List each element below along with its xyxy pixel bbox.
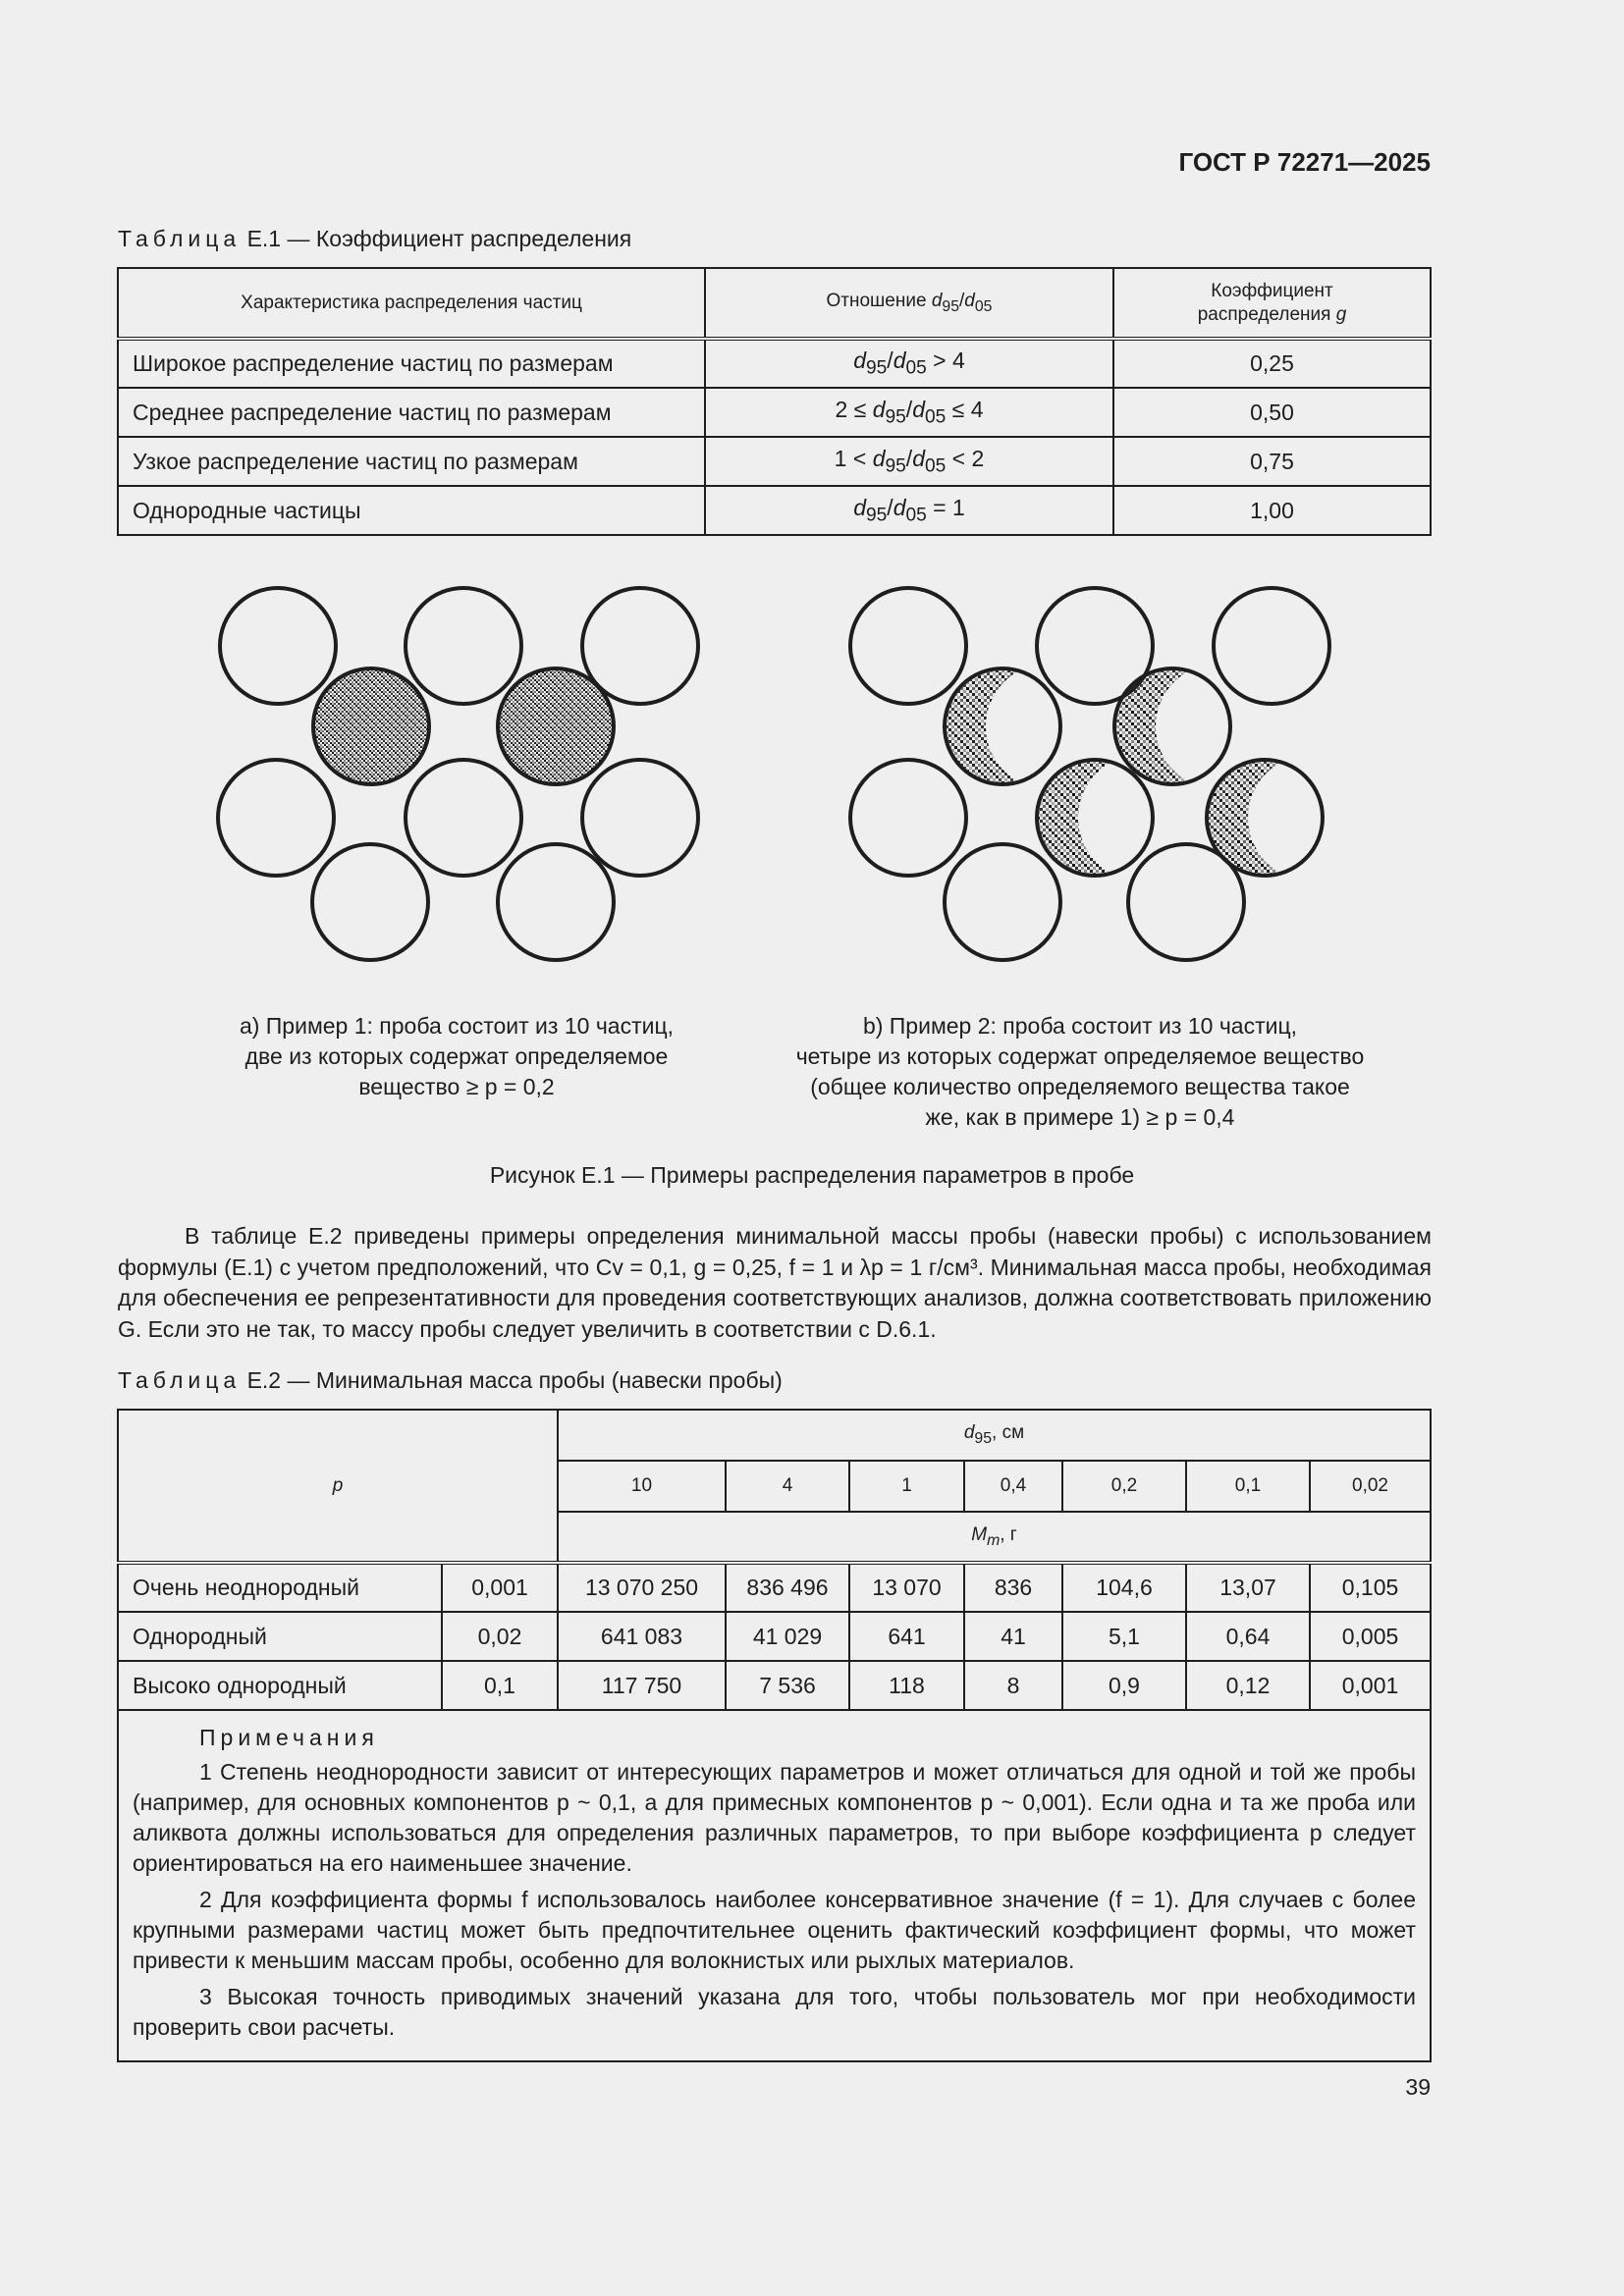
mass-cell: 0,001 bbox=[1310, 1661, 1431, 1710]
table1-header-characteristic: Характеристика распределения частиц bbox=[118, 268, 705, 339]
mass-cell: 0,12 bbox=[1186, 1661, 1310, 1710]
mass-cell: 41 bbox=[964, 1612, 1062, 1661]
diameter-cell: 4 bbox=[726, 1461, 849, 1512]
table-row bbox=[118, 1661, 1431, 1710]
row-label: Однородный bbox=[118, 1612, 442, 1661]
coef-line1: Коэффициент bbox=[1211, 280, 1333, 301]
mass-cell: 117 750 bbox=[558, 1661, 726, 1710]
row-coefficient: 0,50 bbox=[1113, 388, 1431, 437]
coef-line2: распределения bbox=[1197, 303, 1336, 325]
row-p: 0,02 bbox=[442, 1612, 558, 1661]
ratio-prefix: Отношение bbox=[826, 290, 932, 311]
row-coefficient: 0,75 bbox=[1113, 437, 1431, 486]
row-ratio: $d_{95}/d_{05} = 1$ bbox=[705, 486, 1113, 535]
diameter-cell: 0,2 bbox=[1062, 1461, 1186, 1512]
body-paragraph: В таблице Е.2 приведены примеры определения минимальной массы пробы (навески пробы) с использованием формулы (Е.1) с учетом предположений, что Cv = 0,1, g = 0,25, f = 1 и λp = 1 г/см³. Минимальная масса пробы, необходимая для обеспечения ее репрезентативности для проведения соответствующих анализов, должна соответствовать приложению G. Если это не так, то массу пробы следует увеличить в соответствии с D.6.1. bbox=[118, 1223, 1432, 1342]
mass-cell: 8 bbox=[964, 1661, 1062, 1710]
row-ratio: $2 \le d_{95}/d_{05} \le 4$ bbox=[705, 388, 1113, 437]
particle-circle-filled bbox=[313, 668, 429, 784]
table-row bbox=[118, 339, 1431, 388]
mass-cell: 641 bbox=[849, 1612, 964, 1661]
mass-cell: 13 070 250 bbox=[558, 1563, 726, 1612]
notes-row bbox=[118, 1710, 1431, 2061]
particle-circle bbox=[498, 844, 614, 960]
particle-circle bbox=[312, 844, 428, 960]
table1-caption-label: Таблица bbox=[118, 226, 242, 251]
d95-header: $d_{95}$, см bbox=[558, 1410, 1431, 1461]
table1-header-coefficient: Коэффициент распределения g bbox=[1113, 268, 1431, 339]
particle-circle bbox=[1128, 844, 1244, 960]
example-b-particles bbox=[850, 588, 1374, 960]
diameter-cell: 1 bbox=[849, 1461, 964, 1512]
table2-caption-label: Таблица bbox=[118, 1367, 242, 1393]
table2-caption-text: Е.2 — Минимальная масса пробы (навески пробы) bbox=[246, 1367, 783, 1393]
row-characteristic: Узкое распределение частиц по размерам bbox=[118, 437, 705, 486]
particle-circle bbox=[406, 588, 521, 704]
figure-caption-b: b) Пример 2: проба состоит из 10 частиц, четыре из которых содержат определяемое вещество (общее количество определяемого вещества такое же, как в примере 1) ≥ p = 0,4 bbox=[795, 1013, 1365, 1130]
row-coefficient: 1,00 bbox=[1113, 486, 1431, 535]
mass-cell: 641 083 bbox=[558, 1612, 726, 1661]
row-ratio: $d_{95}/d_{05} > 4$ bbox=[705, 339, 1113, 388]
p-header: p bbox=[118, 1410, 558, 1563]
mass-cell: 0,64 bbox=[1186, 1612, 1310, 1661]
figure-caption-a: a) Пример 1: проба состоит из 10 частиц, две из которых содержат определяемое вещество ≥ p = 0,2 bbox=[239, 1013, 675, 1099]
mass-cell: 5,1 bbox=[1062, 1612, 1186, 1661]
table1-header-ratio: Отношение $d_{95}/d_{05}$ bbox=[705, 268, 1113, 339]
page-number: 39 bbox=[1405, 2074, 1431, 2100]
mass-cell: 118 bbox=[849, 1661, 964, 1710]
table2-header-row bbox=[118, 1410, 1431, 1461]
row-characteristic: Однородные частицы bbox=[118, 486, 705, 535]
table1-caption-text: Е.1 — Коэффициент распределения bbox=[246, 226, 632, 251]
mm-header: $M_m$, г bbox=[558, 1512, 1431, 1563]
mass-cell: 836 496 bbox=[726, 1563, 849, 1612]
table-minimum-sample-mass bbox=[117, 1409, 1432, 2062]
particle-circle bbox=[1214, 588, 1329, 704]
mass-cell: 0,9 bbox=[1062, 1661, 1186, 1710]
particle-circle bbox=[220, 588, 336, 704]
mass-cell: 836 bbox=[964, 1563, 1062, 1612]
diameter-cell: 0,02 bbox=[1310, 1461, 1431, 1512]
particle-circle bbox=[582, 760, 698, 876]
table-row bbox=[118, 388, 1431, 437]
table1-caption bbox=[118, 226, 631, 252]
example-a-particles bbox=[218, 588, 698, 960]
diameter-cell: 10 bbox=[558, 1461, 726, 1512]
table-distribution-coefficient bbox=[117, 267, 1432, 536]
particle-circle bbox=[850, 760, 966, 876]
mass-cell: 104,6 bbox=[1062, 1563, 1186, 1612]
mass-cell: 41 029 bbox=[726, 1612, 849, 1661]
table-row bbox=[118, 1612, 1431, 1661]
note-item: 2 Для коэффициента формы f использовалось наиболее консервативное значение (f = 1). Для случаев с более крупными размерами частиц может быть предпочтительнее оценить фактический коэффициент формы, что может привести к меньшим массам пробы, особенно для волокнистых или рыхлых материалов. bbox=[133, 1887, 1416, 1973]
row-p: 0,001 bbox=[442, 1563, 558, 1612]
table-row bbox=[118, 486, 1431, 535]
note-item: 1 Степень неоднородности зависит от интересующих параметров и может отличаться для одной и той же пробы (например, для основных компонентов p ~ 0,1, а для примесных компонентов p ~ 0,001). Если одна и та же проба или аликвота должны использоваться для определения различных параметров, то при выборе коэффициента p следует ориентироваться на его наименьшее значение. bbox=[133, 1759, 1416, 1876]
notes-heading: Примечания bbox=[199, 1725, 379, 1750]
mass-cell: 7 536 bbox=[726, 1661, 849, 1710]
figure-particle-examples bbox=[0, 569, 1624, 1001]
particle-circle bbox=[850, 588, 966, 704]
row-characteristic: Среднее распределение частиц по размерам bbox=[118, 388, 705, 437]
diameter-cell: 0,1 bbox=[1186, 1461, 1310, 1512]
mass-cell: 0,105 bbox=[1310, 1563, 1431, 1612]
mass-cell: 0,005 bbox=[1310, 1612, 1431, 1661]
particle-circle bbox=[1037, 588, 1153, 704]
mass-cell: 13 070 bbox=[849, 1563, 964, 1612]
row-label: Очень неоднородный bbox=[118, 1563, 442, 1612]
table-row bbox=[118, 437, 1431, 486]
row-label: Высоко однородный bbox=[118, 1661, 442, 1710]
particle-circle bbox=[945, 844, 1060, 960]
table-row bbox=[118, 1563, 1431, 1612]
table2-caption bbox=[118, 1367, 783, 1394]
particle-circle-filled bbox=[498, 668, 614, 784]
row-ratio: $1 < d_{95}/d_{05} < 2$ bbox=[705, 437, 1113, 486]
particle-circle bbox=[406, 760, 521, 876]
figure-title: Рисунок Е.1 — Примеры распределения параметров в пробе bbox=[489, 1162, 1135, 1188]
row-p: 0,1 bbox=[442, 1661, 558, 1710]
row-coefficient: 0,25 bbox=[1113, 339, 1431, 388]
table-notes bbox=[118, 1710, 1431, 2061]
table1-header-row bbox=[118, 268, 1431, 339]
note-item: 3 Высокая точность приводимых значений указана для того, чтобы пользователь мог при необходимости проверить свои расчеты. bbox=[133, 1984, 1416, 2040]
document-id: ГОСТ Р 72271—2025 bbox=[1178, 147, 1431, 177]
diameter-cell: 0,4 bbox=[964, 1461, 1062, 1512]
mass-cell: 13,07 bbox=[1186, 1563, 1310, 1612]
row-characteristic: Широкое распределение частиц по размерам bbox=[118, 339, 705, 388]
particle-circle bbox=[218, 760, 334, 876]
